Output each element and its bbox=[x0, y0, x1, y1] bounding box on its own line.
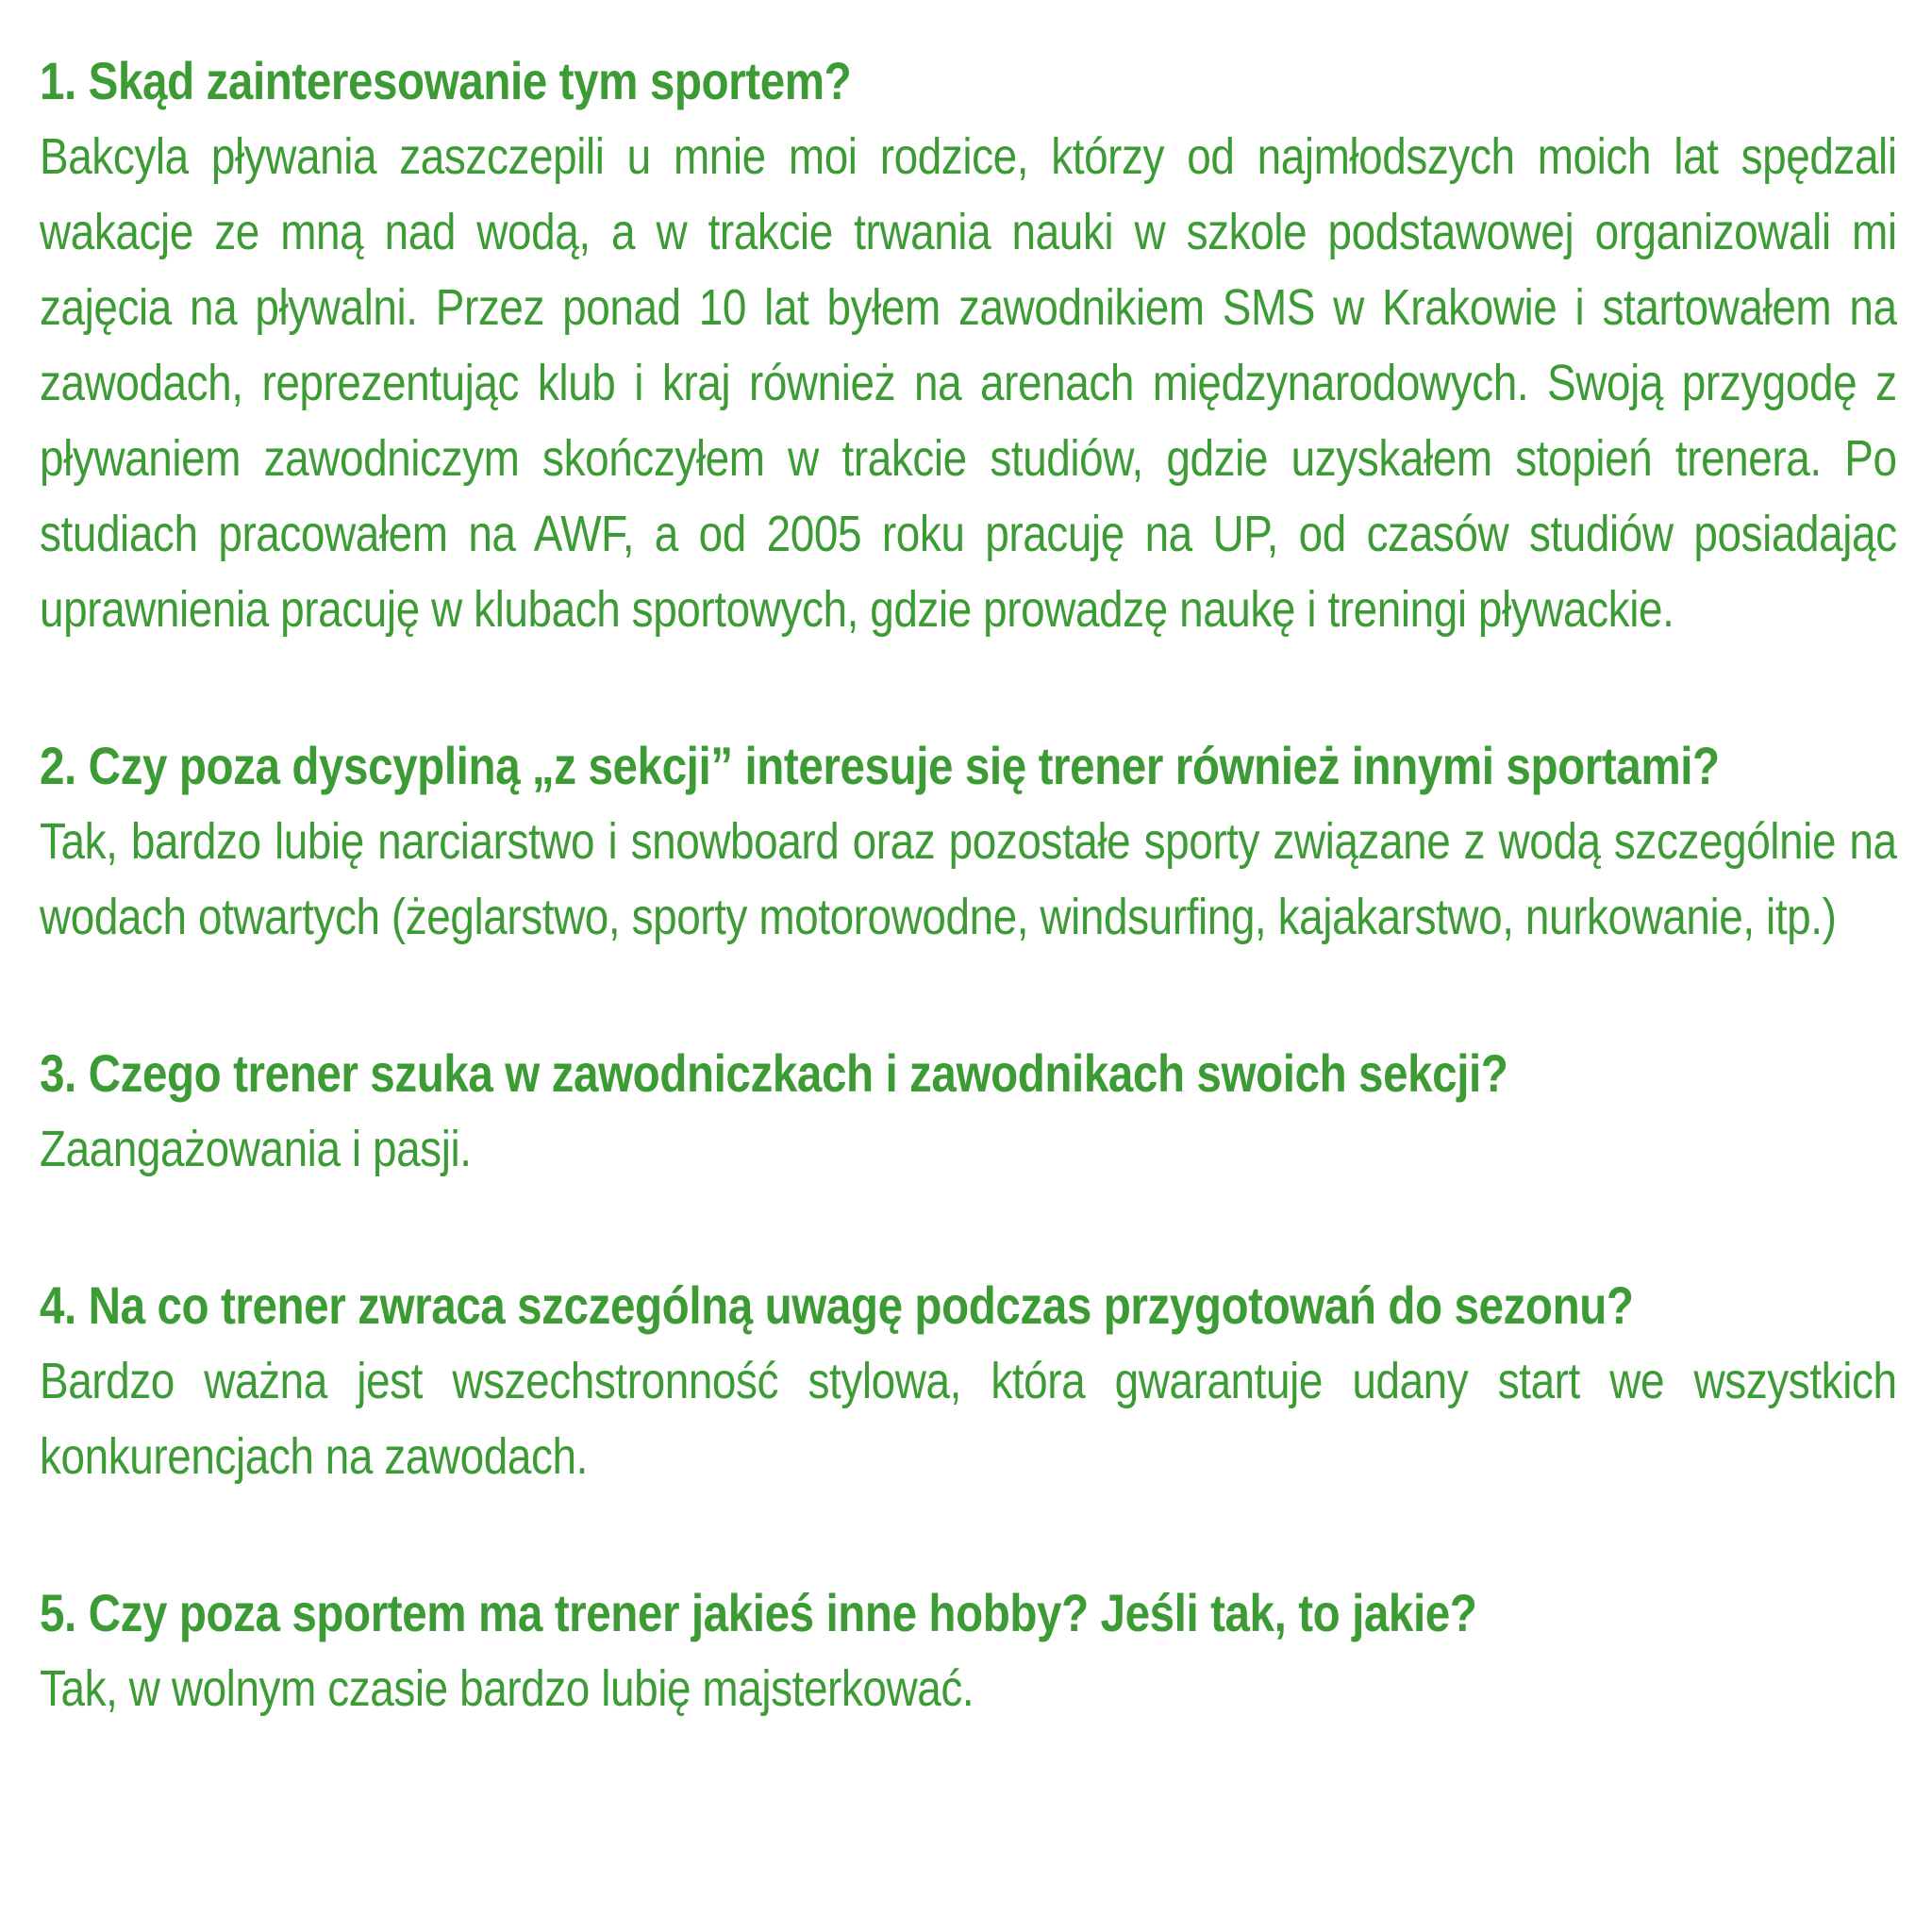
answer-paragraph-1: Bakcyla pływania zaszczepili u mnie moi rodzice, którzy od najmłodszych moich lat spędzali wakacje ze mną nad wodą, a w trakcie trwania nauki w szkole podstawowej organizowali mi zajęcia na pływalni. Przez ponad 10 lat byłem zawodnikiem SMS w Krakowie i startowałem na zawodach, reprezentując klub i kraj również na arenach międzynarodowych. Swoją przygodę z pływaniem zawodniczym skończyłem w trakcie studiów, gdzie uzyskałem stopień trenera. Po studiach pracowałem na AWF, a od 2005 roku pracuję na UP, od czasów studiów posiadając uprawnienia pracuję w klubach sportowych, gdzie prowadzę naukę i treningi pływackie. bbox=[40, 128, 1897, 638]
qa-section-5 bbox=[40, 1575, 1897, 1726]
answer-paragraph-3: Zaangażowania i pasji. bbox=[40, 1121, 472, 1177]
question-heading-2: 2. Czy poza dyscypliną „z sekcji” interesuje się trener również innymi sportami? bbox=[40, 736, 1720, 795]
document-content bbox=[40, 43, 1897, 1726]
qa-section-3 bbox=[40, 1036, 1897, 1187]
question-heading-4: 4. Na co trener zwraca szczególną uwagę podczas przygotowań do sezonu? bbox=[40, 1275, 1634, 1335]
qa-section-1 bbox=[40, 43, 1897, 647]
answer-paragraph-4: Bardzo ważna jest wszechstronność stylowa, która gwarantuje udany start we wszystkich konkurencjach na zawodach. bbox=[40, 1353, 1897, 1485]
answer-paragraph-5: Tak, w wolnym czasie bardzo lubię majsterkować. bbox=[40, 1660, 974, 1717]
qa-section-4 bbox=[40, 1268, 1897, 1494]
qa-section-2 bbox=[40, 728, 1897, 955]
answer-paragraph-2: Tak, bardzo lubię narciarstwo i snowboard oraz pozostałe sporty związane z wodą szczególnie na wodach otwartych (żeglarstwo, sporty motorowodne, windsurfing, kajakarstwo, nurkowanie, itp.) bbox=[40, 813, 1897, 945]
question-heading-1: 1. Skąd zainteresowanie tym sportem? bbox=[40, 51, 852, 110]
question-heading-5: 5. Czy poza sportem ma trener jakieś inne hobby? Jeśli tak, to jakie? bbox=[40, 1583, 1477, 1642]
question-heading-3: 3. Czego trener szuka w zawodniczkach i zawodnikach swoich sekcji? bbox=[40, 1043, 1508, 1103]
